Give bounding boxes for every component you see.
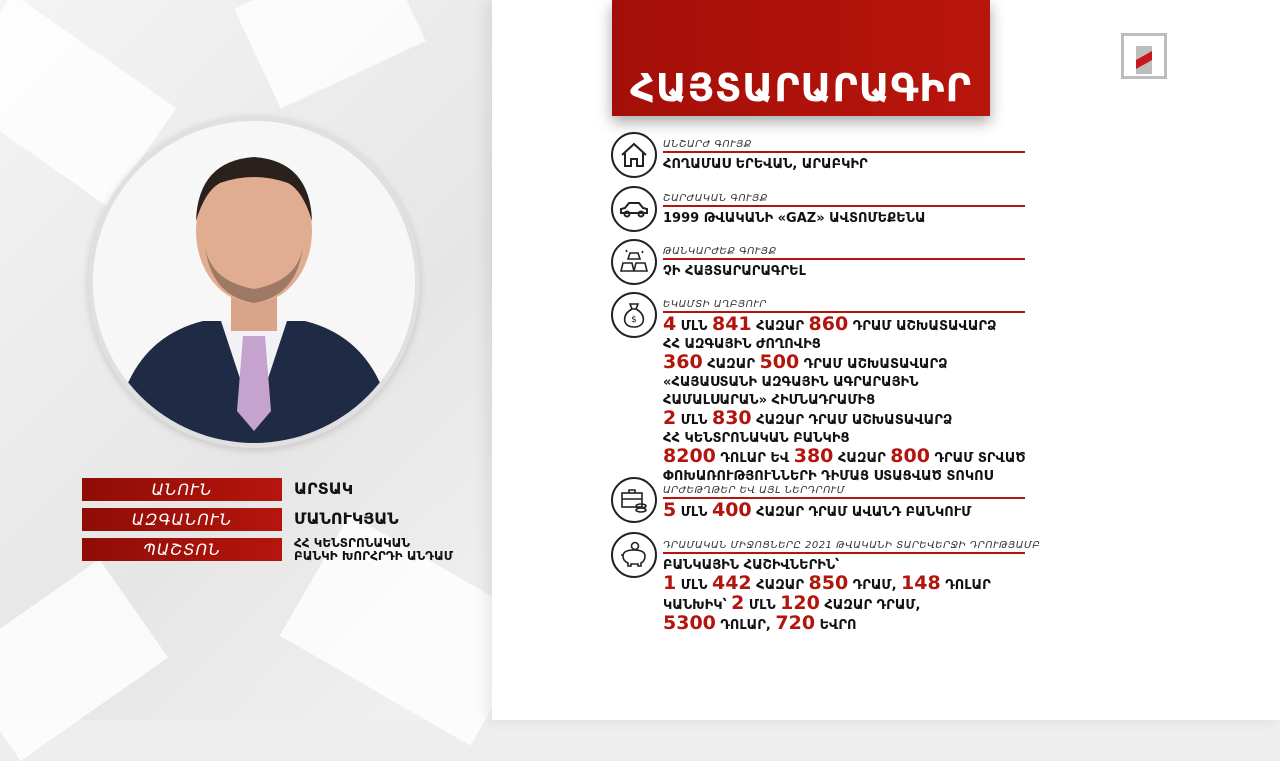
highlight-number: 860 — [808, 313, 849, 335]
money-bag-icon — [611, 292, 657, 338]
highlight-number: 360 — [663, 351, 703, 373]
line-text: ԲԱՆԿԱՅԻՆ ՀԱՇԻՎՆԵՐԻՆ՝ — [663, 558, 840, 573]
name-label: ԱՆՈՒՆ — [82, 478, 282, 501]
position-value — [294, 537, 453, 563]
highlight-number: 720 — [775, 612, 816, 634]
highlight-number: 8200 — [663, 445, 716, 467]
line-text: ԴՈԼԱՐ, — [715, 618, 776, 633]
gold-bars-icon — [611, 239, 657, 285]
section-heading: ԵԿԱՄՏԻ ԱՂԲՅՈՒՐ — [663, 299, 1025, 313]
section-body — [663, 156, 1025, 173]
section-body — [663, 313, 1026, 485]
section-valuables — [663, 246, 1025, 280]
highlight-number: 1 — [663, 572, 677, 594]
section-movable-property — [663, 193, 1025, 227]
line-text: ԴՈԼԱՐ — [940, 578, 991, 593]
section-line — [663, 572, 1025, 594]
section-line — [663, 468, 1025, 485]
section-line — [663, 336, 1025, 353]
section-heading: ԴՐԱՄԱԿԱՆ ՄԻՋՈՑՆԵՐԸ 2021 ԹՎԱԿԱՆԻ ՏԱՐԵՎԵՐՋԻ ԴՐՈՒԹՅԱՄԲ — [663, 540, 1025, 554]
section-heading: ՇԱՐԺԱԿԱՆ ԳՈՒՅՔ — [663, 193, 1025, 207]
highlight-number: 4 — [663, 313, 677, 335]
line-text: ԴՐԱՄ ԱՇԽԱՏԱՎԱՐՁ — [799, 357, 948, 372]
section-line — [663, 430, 1025, 447]
surname-value: ՄԱՆՈՒԿՅԱՆ — [294, 509, 399, 528]
line-text: ԿԱՆԽԻԿ՝ — [663, 598, 732, 613]
line-text: 1999 ԹՎԱԿԱՆԻ «GAZ» ԱՎՏՈՄԵՔԵՆԱ — [663, 211, 926, 226]
section-heading: ԱՆՇԱՐԺ ԳՈՒՅՔ — [663, 139, 1025, 153]
section-line — [663, 592, 1025, 614]
line-text: ՀՀ ԿԵՆՏՐՈՆԱԿԱՆ ԲԱՆԿԻՑ — [663, 431, 850, 446]
section-line — [663, 445, 1026, 467]
highlight-number: 800 — [890, 445, 930, 467]
channel-one-logo — [1121, 33, 1167, 79]
highlight-number: 442 — [711, 572, 752, 594]
highlight-number: 380 — [793, 445, 834, 467]
line-text: ՓՈԽԱՌՈՒԹՅՈՒՆՆԵՐԻ ԴԻՄԱՑ ՍՏԱՑՎԱԾ ՏՈԿՈՍ — [663, 469, 994, 484]
line-text: ԴՐԱՄ, — [848, 578, 902, 593]
highlight-number: 830 — [711, 407, 752, 429]
section-securities-investments — [663, 485, 1025, 521]
highlight-number: 5 — [663, 499, 677, 521]
surname-label: ԱԶԳԱՆՈՒՆ — [82, 508, 282, 531]
line-text: ՄԼՆ — [676, 578, 712, 593]
line-text: ՄԼՆ — [676, 319, 712, 334]
section-line — [663, 374, 1025, 391]
line-text: ՀԱԶԱՐ — [702, 357, 760, 372]
line-text: ՀՈՂԱՄԱՍ ԵՐԵՎԱՆ, ԱՐԱԲԿԻՐ — [663, 157, 868, 172]
highlight-number: 850 — [808, 572, 849, 594]
piggy-bank-icon — [611, 532, 657, 578]
line-text: ԴՐԱՄ ԱՇԽԱՏԱՎԱՐՁ — [848, 319, 997, 334]
line-text: ՉԻ ՀԱՅՏԱՐԱՐԱԳՐԵԼ — [663, 264, 806, 279]
section-line — [663, 612, 1025, 634]
section-cash-assets — [663, 540, 1041, 634]
highlight-number: 148 — [901, 572, 941, 594]
highlight-number: 500 — [759, 351, 800, 373]
svg-text:$: $ — [631, 315, 637, 325]
line-text: ՀԱԶԱՐ ԴՐԱՄ, — [819, 598, 921, 613]
car-icon — [611, 186, 657, 232]
line-text: ՀԱԶԱՐ — [751, 578, 809, 593]
line-text: ՀԱԶԱՐ — [751, 319, 809, 334]
line-text: ՄԼՆ — [676, 413, 712, 428]
briefcase-coins-icon — [611, 477, 657, 523]
line-text: «ՀԱՅԱՍՏԱՆԻ ԱԶԳԱՅԻՆ ԱԳՐԱՐԱՅԻՆ — [663, 375, 919, 390]
house-icon — [611, 132, 657, 178]
section-income-sources — [663, 299, 1025, 485]
section-heading: ԱՐԺԵԹՂԹԵՐ ԵՎ ԱՅԼ ՆԵՐԴՐՈՒՄ — [663, 485, 1025, 499]
line-text: ՄԼՆ — [676, 505, 712, 520]
section-real-estate — [663, 139, 1025, 173]
line-text: ՀԱԶԱՐ ԴՐԱՄ ԱՇԽԱՏԱՎԱՐՁ — [751, 413, 953, 428]
highlight-number: 2 — [663, 407, 677, 429]
section-line — [663, 156, 1025, 173]
name-value: ԱՐՏԱԿ — [294, 479, 354, 498]
line-text: ՀԱՄԱԼՍԱՐԱՆ» ՀԻՄՆԱԴՐԱՄԻՑ — [663, 393, 876, 408]
section-line — [663, 407, 1025, 429]
line-text: ԴՐԱՄ ՏՐՎԱԾ — [929, 451, 1026, 466]
line-text: ԴՈԼԱՐ ԵՎ — [715, 451, 794, 466]
section-body — [663, 499, 1025, 521]
highlight-number: 400 — [711, 499, 752, 521]
line-text: ԵՎՐՈ — [815, 618, 857, 633]
section-line — [663, 499, 1025, 521]
section-body — [663, 210, 1025, 227]
section-body — [663, 557, 1025, 634]
section-line — [663, 210, 1025, 227]
highlight-number: 2 — [731, 592, 745, 614]
position-line-1: ՀՀ ԿԵՆՏՐՈՆԱԿԱՆ — [294, 536, 411, 550]
section-heading: ԹԱՆԿԱՐԺԵՔ ԳՈՒՅՔ — [663, 246, 1025, 260]
position-line-2: ԲԱՆԿԻ ԽՈՐՀՐԴԻ ԱՆԴԱՄ — [294, 549, 454, 563]
highlight-number: 120 — [780, 592, 820, 614]
person-photo — [88, 116, 420, 448]
title-banner — [612, 0, 990, 116]
highlight-number: 5300 — [663, 612, 716, 634]
line-text: ՄԼՆ — [744, 598, 781, 613]
highlight-number: 841 — [711, 313, 752, 335]
line-text: ՀԱԶԱՐ ԴՐԱՄ ԱՎԱՆԴ ԲԱՆԿՈՒՄ — [751, 505, 972, 520]
section-line — [663, 351, 1025, 373]
position-label: ՊԱՇՏՈՆ — [82, 538, 282, 561]
section-body — [663, 263, 1025, 280]
line-text: ՀԱԶԱՐ — [833, 451, 891, 466]
page-title: ՀԱՅՏԱՐԱՐԱԳԻՐ — [630, 66, 972, 110]
line-text: ՀՀ ԱԶԳԱՅԻՆ ԺՈՂՈՎԻՑ — [663, 337, 821, 352]
section-line — [663, 313, 1025, 335]
section-line — [663, 263, 1025, 280]
